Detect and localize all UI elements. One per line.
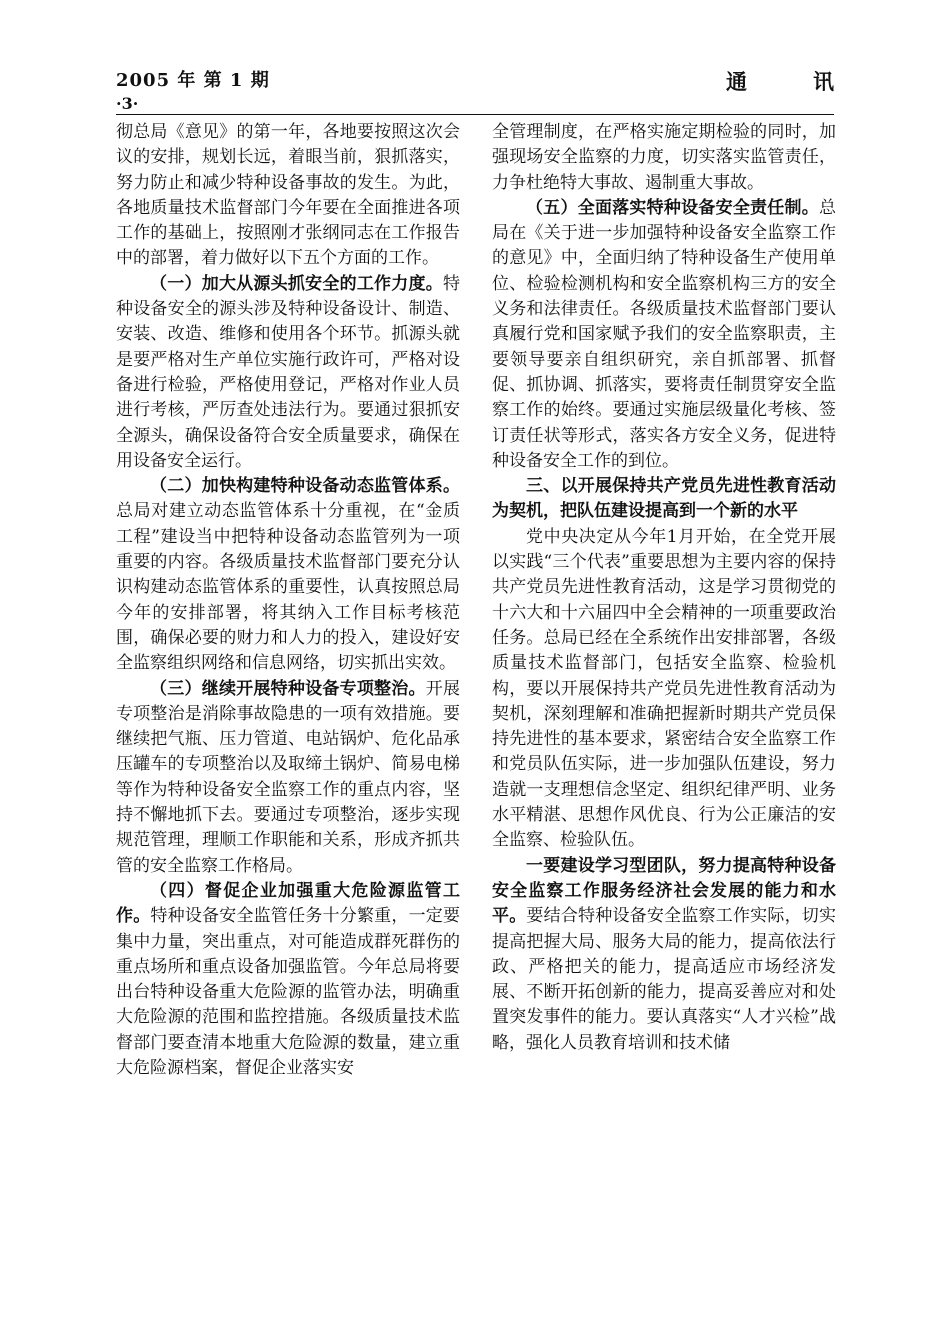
paragraph [116,677,460,879]
header-rule [116,114,834,115]
paragraph [116,272,460,474]
paragraph-text: 开展专项整治是消除事故隐患的一项有效措施。要继续把气瓶、压力管道、电站锅炉、危化品承压罐车的专项整治以及取缔土锅炉、简易电梯等作为特种设备安全监察工作的重点内容，坚持不懈地抓下去。要通过专项整治，逐步实现规范管理，理顺工作职能和关系，形成齐抓共管的安全监察工作格局。 [116,678,461,876]
paragraph-text: 要结合特种设备安全监察工作实际，切实提高把握大局、服务大局的能力，提高依法行政、严格把关的能力，提高适应市场经济发展、不断开拓创新的能力，提高妥善应对和处置突发事件的能力。要认真落实“人才兴检”战略，强化人员教育培训和技术储 [492,906,836,1053]
page-number: ·3· [116,94,139,113]
left-column [116,120,460,1081]
paragraph [116,474,460,676]
chapter-heading: 三、以开展保持共产党员先进性教育活动为契机，把队伍建设提高到一个新的水平 [492,476,836,522]
paragraph: 全管理制度，在严格实施定期检验的同时，加强现场安全监察的力度，切实落实监管责任，力争杜绝特大事故、遏制重大事故。 [492,122,836,193]
issue-label: 2005 年 第 1 期 [116,70,270,91]
section-heading: （三）继续开展特种设备专项整治。 [150,678,426,699]
paragraph-text: 总局对建立动态监管体系十分重视，在“金质工程”建设当中把特种设备动态监管列为一项重要的内容。各级质量技术监督部门要充分认识构建动态监管体系的重要性，认真按照总局今年的安排部署，将其纳入工作目标考核范围，确保必要的财力和人力的投入，建设好安全监察组织网络和信息网络，切实抓出实效。 [116,501,460,674]
section-heading: （二）加快构建特种设备动态监管体系。 [150,476,460,497]
paragraph [492,196,836,474]
section-heading: （一）加大从源头抓安全的工作力度。 [150,273,443,294]
journal-title-char-2: 讯 [813,69,834,94]
paragraph-text: 总局在《关于进一步加强特种设备安全监察工作的意见》中，全面归纳了特种设备生产使用单位、检验检测机构和安全监察机构三方的安全义务和法律责任。各级质量技术监督部门要认真履行党和国家赋予我们的安全监察职责，主要领导要亲自组织研究，亲自抓部署、抓督促、抓协调、抓落实，要将责任制贯穿安全监察工作的始终。要通过实施层级量化考核、签订责任状等形式，落实各方安全义务，促进特种设备安全工作的到位。 [492,197,836,471]
journal-title-char-1: 通 [726,69,747,94]
section-heading: （五）全面落实特种设备安全责任制。 [526,197,819,218]
paragraph [492,854,836,1056]
section-heading: 一要建设学习型团队，努力提高特种设备安全监察工作服务经济社会发展的能力和水平。 [492,855,836,927]
paragraph-text: 特种设备安全的源头涉及特种设备设计、制造、安装、改造、维修和使用各个环节。抓源头就是要严格对生产单位实施行政许可，严格对设备进行检验，严格使用登记，严格对作业人员进行考核，严厉查处违法行为。要通过狠抓安全源头，确保设备符合安全质量要求，确保在用设备安全运行。 [116,273,460,471]
right-column [492,120,836,1056]
paragraph [116,879,460,1081]
paragraph: 党中央决定从今年1月开始，在全党开展以实践“三个代表”重要思想为主要内容的保持共产党员先进性教育活动，这是学习贯彻党的十六大和十六届四中全会精神的一项重要政治任务。总局已经在全系统作出安排部署，各级质量技术监督部门，包括安全监察、检验机构，要以开展保持共产党员先进性教育活动为契机，深刻理解和准确把握新时期共产党员保持先进性的基本要求，紧密结合安全监察工作和党员队伍实际，进一步加强队伍建设，努力造就一支理想信念坚定、组织纪律严明、业务水平精湛、思想作风优良、行为公正廉洁的安全监察、检验队伍。 [492,526,836,851]
paragraph-text: 特种设备安全监管任务十分繁重，一定要集中力量，突出重点，对可能造成群死群伤的重点场所和重点设备加强监管。今年总局将要出台特种设备重大危险源的监管办法，明确重大危险源的范围和监控措施。各级质量技术监督部门要查清本地重大危险源的数量，建立重大危险源档案，督促企业落实安 [116,906,460,1078]
section-heading: （四）督促企业加强重大危险源监管工作。 [116,880,460,927]
journal-title [726,66,834,96]
paragraph: 彻总局《意见》的第一年，各地要按照这次会议的安排，规划长远，着眼当前，狠抓落实，努力防止和减少特种设备事故的发生。为此，各地质量技术监督部门今年要在全面推进各项工作的基础上，按照刚才张纲同志在工作报告中的部署，着力做好以下五个方面的工作。 [116,122,460,269]
